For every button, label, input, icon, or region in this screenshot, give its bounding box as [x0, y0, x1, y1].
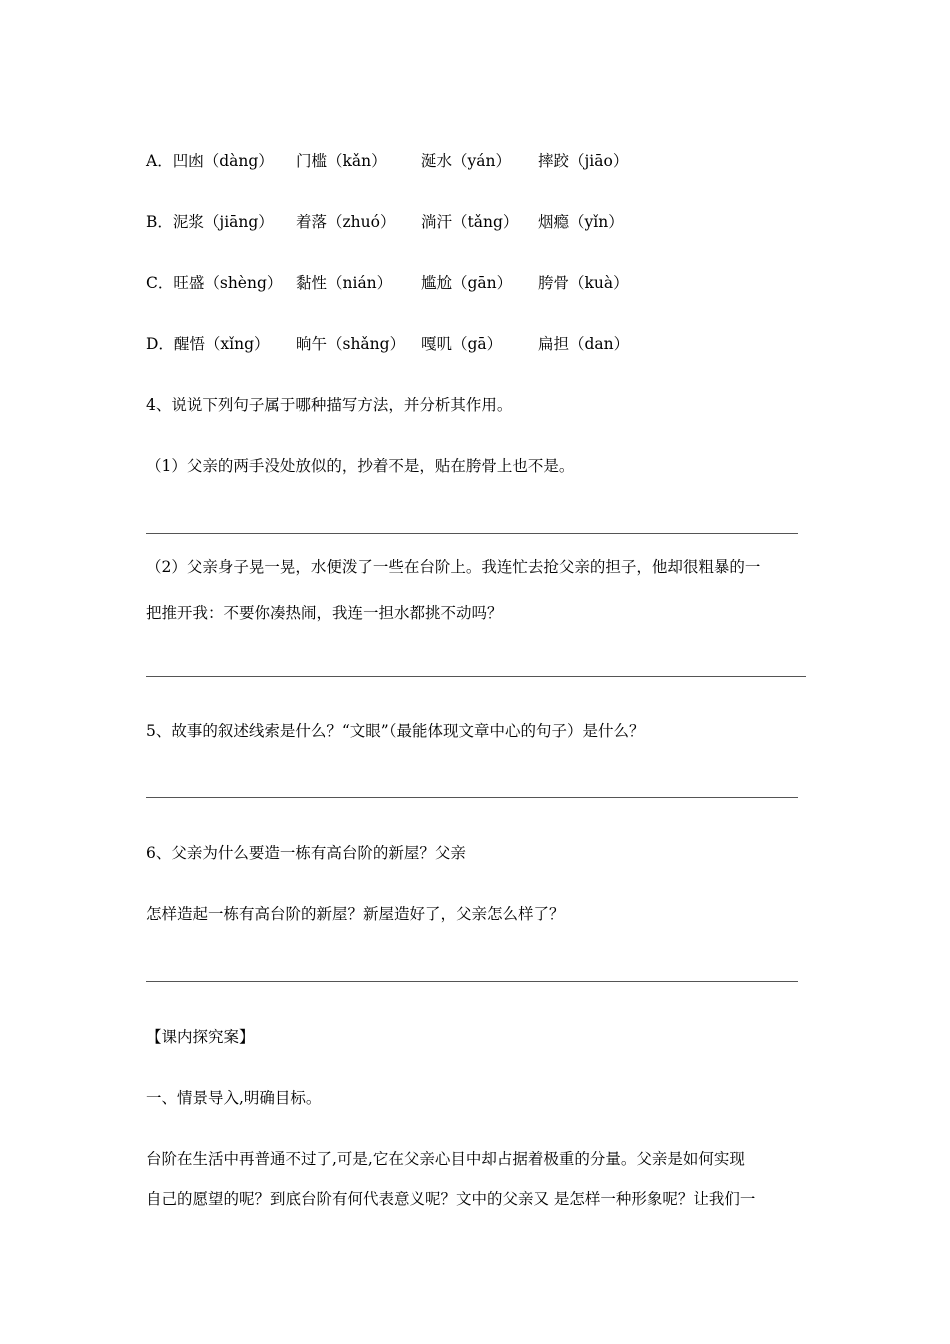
option-item: 着落（zhuó） [296, 213, 396, 231]
answer-line[interactable] [146, 533, 798, 534]
question-6-line-2: 怎样造起一栋有高台阶的新屋？新屋造好了，父亲怎么样了？ [146, 905, 565, 923]
option-item: 尴尬（gān） [421, 274, 513, 292]
paragraph-line-2: 自己的愿望的呢？到底台阶有何代表意义呢？文中的父亲又 是怎样一种形象呢？让我们一 [146, 1190, 756, 1208]
option-item: 涎水（yán） [421, 152, 511, 170]
answer-line[interactable] [146, 981, 798, 982]
option-item: D．醒悟（xǐng） [146, 335, 270, 353]
option-item: 黏性（nián） [296, 274, 393, 292]
question-6-line-1: 6、父亲为什么要造一栋有高台阶的新屋？父亲 [146, 844, 466, 862]
option-item: A．凹凼（dàng） [146, 152, 274, 170]
option-item: 嘎叽（gā） [421, 335, 503, 353]
option-item: 烟瘾（yǐn） [538, 213, 624, 231]
option-item: B．泥浆（jiāng） [146, 213, 274, 231]
answer-line[interactable] [146, 797, 798, 798]
option-item: 门槛（kǎn） [296, 152, 387, 170]
section-step-1: 一、情景导入,明确目标。 [146, 1089, 322, 1107]
option-item: 淌汗（tǎng） [421, 213, 519, 231]
section-heading: 【课内探究案】 [146, 1028, 255, 1046]
option-item: 扁担（dan） [538, 335, 630, 353]
question-4-sentence-1: （1）父亲的两手没处放似的，抄着不是，贴在胯骨上也不是。 [146, 457, 575, 475]
option-item: 摔跤（jiāo） [538, 152, 629, 170]
paragraph-line-1: 台阶在生活中再普通不过了,可是,它在父亲心目中却占据着极重的分量。父亲是如何实现 [146, 1150, 745, 1168]
option-item: 晌午（shǎng） [296, 335, 406, 353]
question-4-sentence-2-line-2: 把推开我：不要你凑热闹，我连一担水都挑不动吗？ [146, 604, 503, 622]
question-4-sentence-2-line-1: （2）父亲身子晃一晃，水便泼了一些在台阶上。我连忙去抢父亲的担子，他却很粗暴的一 [146, 558, 761, 576]
question-4-prompt: 4、说说下列句子属于哪种描写方法，并分析其作用。 [146, 396, 513, 414]
question-5-prompt: 5、故事的叙述线索是什么？“文眼”（最能体现文章中心的句子）是什么？ [146, 722, 645, 740]
option-item: 胯骨（kuà） [538, 274, 629, 292]
answer-line[interactable] [146, 676, 806, 677]
option-item: C．旺盛（shèng） [146, 274, 283, 292]
